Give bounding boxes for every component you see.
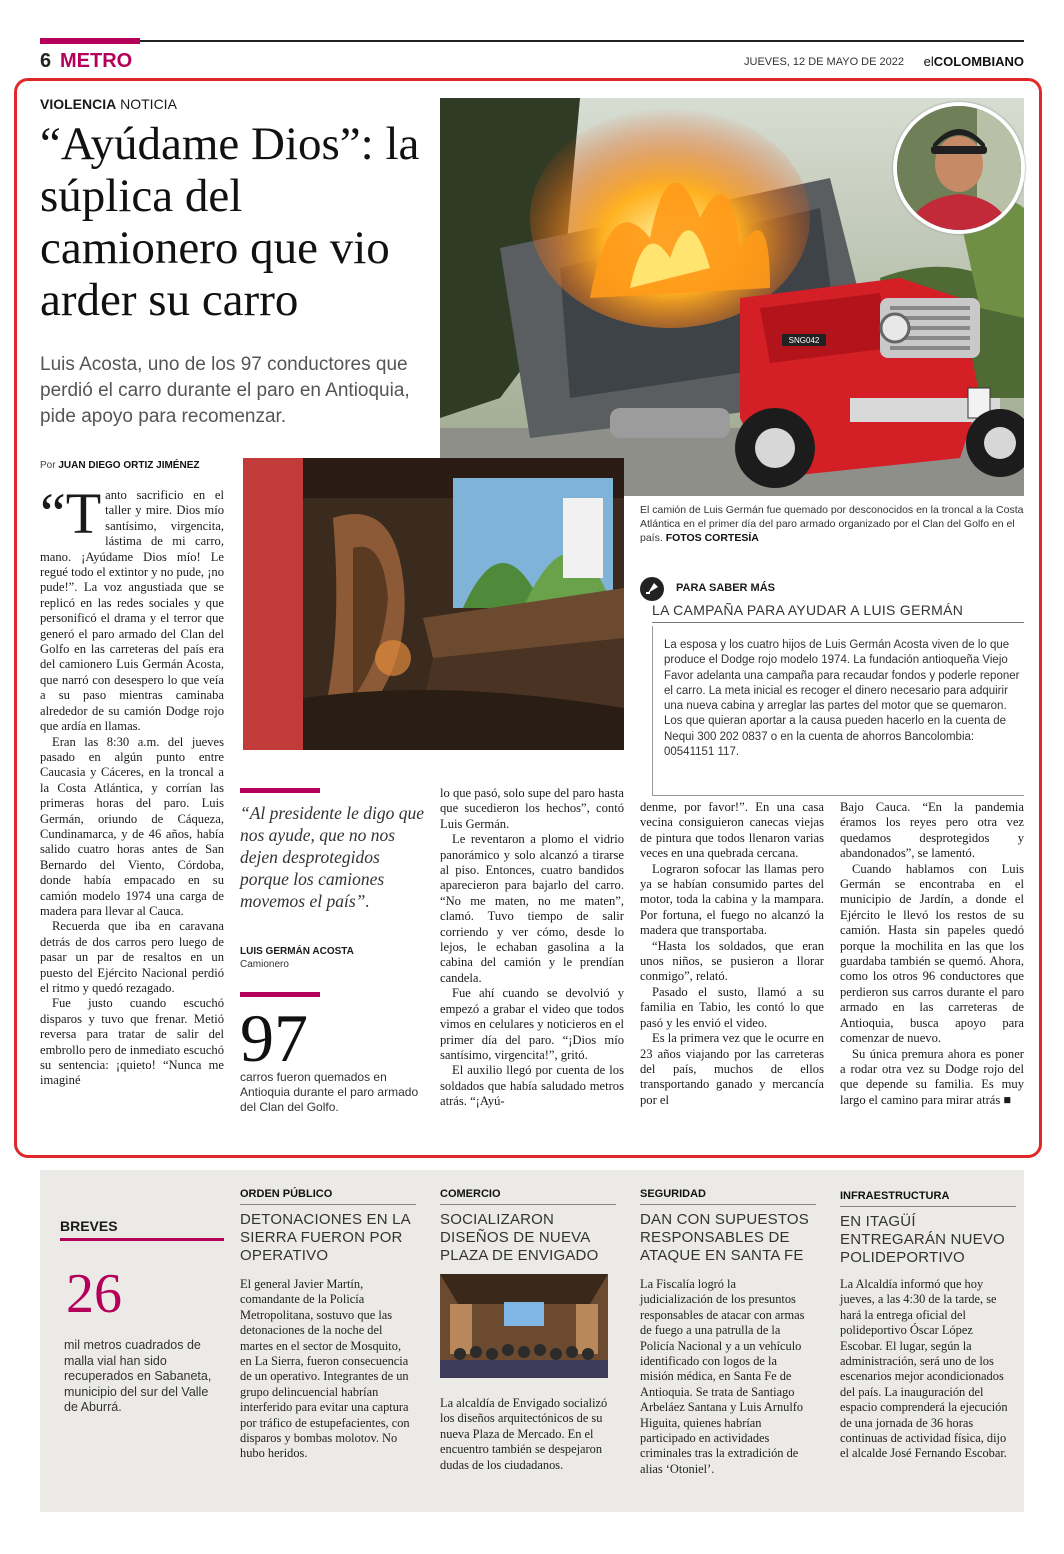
- caption-text: El camión de Luis Germán fue quemado por desconocidos en la troncal a la Costa Atlántica en el primer día del paro armado organizado por el Clan del Golfo en el país.: [640, 504, 1024, 544]
- caption-credit-name: CORTESÍA: [704, 532, 759, 544]
- byline: [40, 460, 199, 471]
- stat-number: 97: [240, 1000, 308, 1076]
- newspaper-prefix: el: [923, 54, 934, 69]
- burned-cabin-illustration: [243, 458, 624, 750]
- paragraph: [40, 481, 224, 735]
- article-kicker: [40, 96, 177, 112]
- article-deck: Luis Acosta, uno de los 97 conductores que perdió el carro durante el paro en Antioquia, pide apoyo para recomenzar.: [40, 354, 410, 427]
- breves-title: BREVES: [60, 1218, 118, 1234]
- brief-title: DETONACIONES EN LA SIERRA FUERON POR OPERATIVO: [240, 1211, 411, 1264]
- paragraph: Su única premura ahora es poner a rodar otra vez su Dodge rojo del que depende su familia. Es muy largo el camino para mirar atrás ■: [840, 1046, 1024, 1107]
- brief-text: El general Javier Martín, comandante de la Policía Metropolitana, sostuvo que las detonaciones de la noche del martes en el sector de Mosquito, en La Sierra, fueron consecuencia de un operativo. Integrantes de un grupo delincuencial habrían interferido para evitar una captura por tráfico de estupefacientes, con disparos y bombas molotov. No hubo heridos.: [240, 1277, 410, 1461]
- paragraph: Eran las 8:30 a.m. del jueves pasado en algún punto entre Caucasia y Cáceres, en la troncal a la Costa Atlántica, y corrían las primeras horas del paro. Luis Germán, oriundo de Cáqueza, Cundinamarca, y de 46 años, había salido cuatro horas antes de San Bernardo del Viento, Córdoba, donde había empacado en su camión modelo 1974 una carga de madera para llevar al Cauca.: [40, 734, 224, 918]
- pin-icon: [640, 577, 664, 601]
- quote-author: LUIS GERMÁN ACOSTA: [240, 946, 354, 957]
- paragraph: denme, por favor!”. En una casa vecina consiguieron canecas viejas de pintura que todos llenaron varias veces en una quebrada cercana.: [640, 800, 824, 861]
- stat-text: carros fueron quemados en Antioquia durante el paro armado del Clan del Golfo.: [240, 1070, 419, 1114]
- brief-title: EN ITAGÜÍ ENTREGARÁN NUEVO POLIDEPORTIVO: [840, 1213, 1005, 1266]
- quote-rule: [240, 788, 320, 793]
- paragraph: lo que pasó, solo supe del paro hasta que sucedieron los hechos”, contó Luis Germán.: [440, 786, 624, 831]
- paragraph: Pasado el susto, llamó a su familia en Tabio, les contó lo que pasó y les envió el video.: [640, 984, 824, 1030]
- newspaper-name: [924, 54, 1024, 69]
- brief-rule: [440, 1204, 616, 1205]
- pull-quote: “Al presidente le digo que nos ayude, que no nos dejen desprotegidos porque los camiones movemos el país”.: [240, 803, 425, 911]
- brief-rule: [240, 1204, 416, 1205]
- page-number: 6: [40, 50, 52, 72]
- kicker-light: NOTICIA: [120, 96, 177, 112]
- paragraph: Fue ahí cuando se devolvió y empezó a grabar el video que todos vimos en celulares y noticieros en el primer día del paro. “¡Dios mío santísimo, virgencita!”, gritó.: [440, 986, 624, 1062]
- caption-credit-prefix: FOTOS: [665, 532, 702, 544]
- driver-portrait: [893, 102, 1025, 234]
- article-column-1: [40, 481, 224, 1089]
- article-column-5: [840, 800, 1024, 1108]
- driver-illustration: [897, 106, 1021, 230]
- paragraph: “Hasta los soldados, que eran unos niños, se pusieron a llorar conmigo”, relató.: [640, 938, 824, 984]
- brief-rule: [640, 1204, 816, 1205]
- brief-title: DAN CON SUPUESTOS RESPONSABLES DE ATAQUE EN SANTA FE: [640, 1211, 809, 1264]
- paragraph: Recuerda que iba en caravana detrás de dos carros pero luego de pasar un par de resaltos en un puesto del Ejército Nacional perdió el ritmo y quedó rezagado.: [40, 919, 224, 995]
- issue-date: JUEVES, 12 DE MAYO DE 2022: [744, 56, 904, 68]
- photo-caption: [640, 503, 1026, 545]
- brief-category: COMERCIO: [440, 1188, 501, 1200]
- drop-cap: “T: [40, 481, 102, 546]
- brief-category: ORDEN PÚBLICO: [240, 1188, 333, 1200]
- info-box-text: La esposa y los cuatro hijos de Luis Germán Acosta viven de lo que produce el Dodge rojo modelo 1974. La fundación antioqueña Viejo Favor adelanta una campaña para recaudar fondos y poderle reponer el carro. La meta inicial es recoger el dinero necesario para adquirir una nueva cabina y arreglar las partes del motor que se quemaron. Los que quieran aportar a la causa pueden hacerlo en la cuenta de Nequi 300 202 0837 o en la cuenta de ahorros Bancolombia: 00541151 117.: [664, 639, 1020, 759]
- article-column-4: [640, 800, 824, 1108]
- truck-plate: SNG042: [788, 336, 820, 345]
- brief-text: La Alcaldía informó que hoy jueves, a las 4:30 de la tarde, se hará la entrega oficial del polideportivo Óscar López Escobar. El lugar, según la administración, será uno de los escenarios mejor acondicionados del país. La inauguración del espacio comprenderá la ejecución de una jornada de 36 horas continuas de actividad física, dijo el alcalde José Fernando Escobar.: [840, 1277, 1008, 1461]
- top-rule: [40, 40, 1024, 42]
- stat-rule: [240, 992, 320, 997]
- paragraph: Lograron sofocar las llamas pero ya se habían consumido partes del motor, toda la cabina y la mampara. Por fortuna, el fuego no alcanzó la madera que transportaba.: [640, 861, 824, 938]
- brief-text: La alcaldía de Envigado socializó los diseños arquitectónicos de su nueva Plaza de Mercado. En el encuentro también se despejaron dudas de los ciudadanos.: [440, 1396, 608, 1472]
- article-headline: “Ayúdame Dios”: la súplica del camionero que vio arder su carro: [40, 118, 420, 326]
- info-box-title: LA CAMPAÑA PARA AYUDAR A LUIS GERMÁN: [652, 602, 1024, 623]
- market-meeting-photo: [440, 1274, 608, 1378]
- newspaper-main: COLOMBIANO: [933, 54, 1024, 69]
- kicker-bold: VIOLENCIA: [40, 96, 117, 112]
- market-meeting-illustration: [440, 1274, 608, 1378]
- brief-text: La Fiscalía logró la judicialización de los presuntos responsables de atacar con armas de fuego a una patrulla de la Policía Nacional y a un vehículo identificado con logos de la misión médica, en Santa Fe de Antioquia. Se trata de Santiago Arbeláez Santana y Luis Arnulfo Higuita, quienes habrían participado en actividades criminales tras la extradición de alias ‘Otoniel’.: [640, 1277, 805, 1476]
- caption-credit: [666, 532, 759, 544]
- breves-number: 26: [66, 1263, 122, 1325]
- byline-prefix: Por: [40, 460, 56, 471]
- paragraph: Bajo Cauca. “En la pandemia éramos los reyes pero otra vez quedamos desprotegidos y abandonados”, se lamentó.: [840, 800, 1024, 861]
- top-rule-accent: [40, 38, 140, 44]
- pin-icon-glyph: [640, 577, 664, 601]
- breves-text: mil metros cuadrados de malla vial han sido recuperados en Sabaneta, municipio del sur del Valle de Aburrá.: [64, 1338, 212, 1414]
- brief-title: SOCIALIZARON DISEÑOS DE NUEVA PLAZA DE ENVIGADO: [440, 1211, 599, 1264]
- info-box-kicker: PARA SABER MÁS: [676, 582, 776, 594]
- paragraph-text: anto sacrificio en el taller y mire. Dios mío santísimo, virgencita, lástima de mi carro, mano. ¡Ayúdame Dios mío! Le regué todo el extintor y no pude, ¡no pude!”. La voz angustiada que se replicó en las redes sociales y que personificó el drama y el terror que generó el paro armado del Clan del Golfo en las carreteras del país era del camionero Luis Germán Acosta, que narró con desespero lo que veía a su paso mientras caminaba alrededor de su camión Dodge rojo que ardía en llamas.: [40, 488, 224, 734]
- article-column-3: [440, 786, 624, 1110]
- brief-category: INFRAESTRUCTURA: [840, 1190, 950, 1202]
- brief-category: SEGURIDAD: [640, 1188, 707, 1200]
- paragraph: Es la primera vez que le ocurre en 23 años viajando por las carreteras del país, muchos de ellos transportando ganado y mercancía por el: [640, 1031, 824, 1107]
- paragraph: Fue justo cuando escuchó disparos y tuvo que frenar. Metió reversa para tratar de salir del embrollo pero de inmediato escuchó su sentencia: ¡quieto! “Nunca me imaginé: [40, 996, 224, 1088]
- section-name: METRO: [60, 50, 133, 72]
- paragraph: El auxilio llegó por cuenta de los soldados que había saludado metros atrás. “¡Ayú-: [440, 1063, 624, 1109]
- paragraph: Le reventaron a plomo el vidrio panorámico y solo alcanzó a tirarse al piso. Entonces, cuatro bandidos aparecieron para bajarlo del carro. “No me maten, no me maten”, clamó. Tuvo tiempo de salir corriendo y ver cómo, desde lo lejos, le echaban gasolina a la cabina del camión y le prendían candela.: [440, 832, 624, 985]
- quote-role: Camionero: [240, 959, 289, 970]
- burned-cabin-photo: [243, 458, 624, 750]
- brief-rule: [840, 1206, 1016, 1207]
- byline-author: JUAN DIEGO ORTIZ JIMÉNEZ: [58, 460, 200, 471]
- paragraph: Cuando hablamos con Luis Germán se encontraba en el municipio de Jardín, a donde el Ejército le llevó los restos de su camión. Hasta sin papeles quedó porque la mochilita en las que los guardaba también se quemó. Ahora, como los otros 96 conductores que perdieron sus carros durante el paro armado en las carreteras de Antioquia, busca apoyo para comenzar de nuevo.: [840, 861, 1024, 1046]
- breves-rule: [60, 1238, 224, 1241]
